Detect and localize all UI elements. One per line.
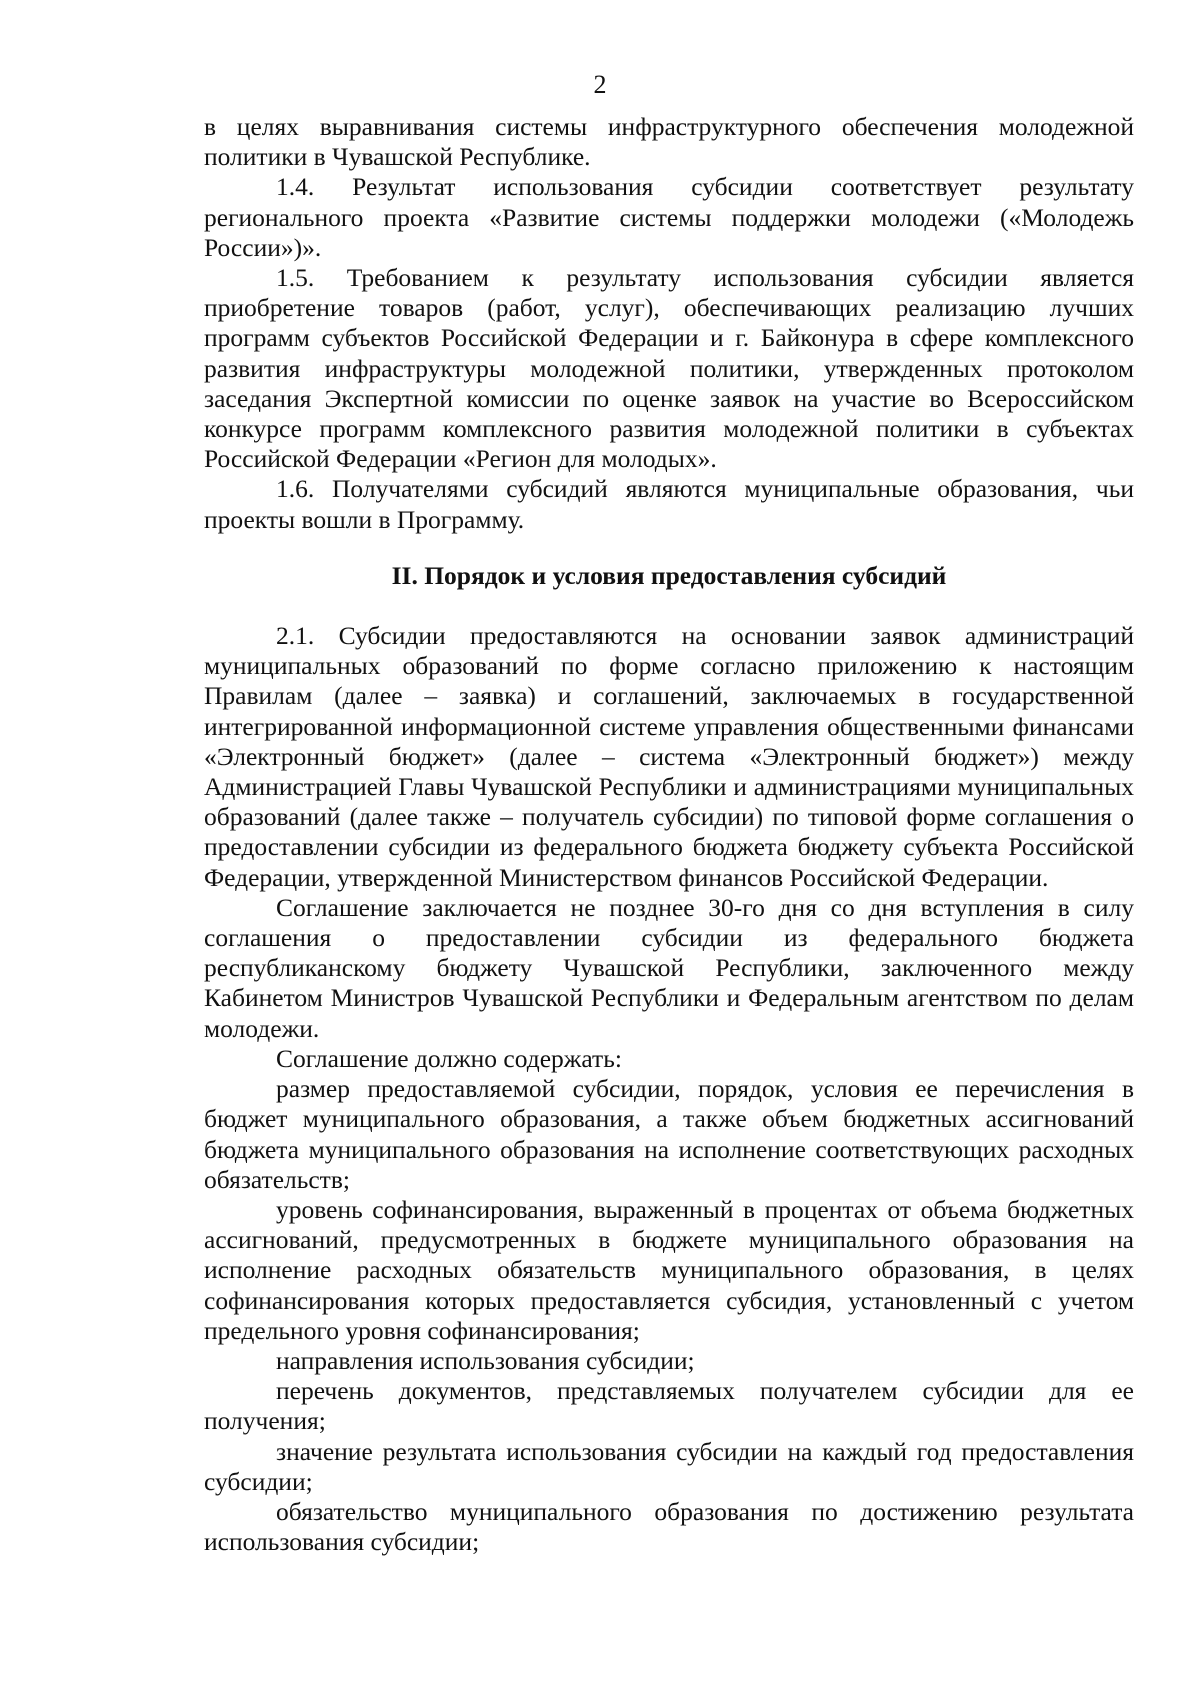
paragraph: перечень документов, представляемых получателем субсидии для ее получения; bbox=[204, 1376, 1134, 1436]
page-number: 2 bbox=[593, 70, 607, 99]
paragraph: 2.1. Субсидии предоставляются на основании заявок администраций муниципальных образований по форме согласно приложению к настоящим Правилам (далее – заявка) и соглашений, заключаемых в государственной интегрированной информационной системе управления общественными финансами «Электронный бюджет» (далее – система «Электронный бюджет») между Администрацией Главы Чувашской Республики и администрациями муниципальных образований (далее также – получатель субсидии) по типовой форме соглашения о предоставлении субсидии из федерального бюджета бюджету субъекта Российской Федерации, утвержденной Министерством финансов Российской Федерации. bbox=[204, 621, 1134, 892]
paragraph: Соглашение должно содержать: bbox=[276, 1043, 622, 1073]
paragraphs-after-section bbox=[204, 621, 1134, 1557]
paragraph: Соглашение заключается не позднее 30-го дня со дня вступления в силу соглашения о предоставлении субсидии из федерального бюджета республиканскому бюджету Чувашской Республики, заключенного между Кабинетом Министров Чувашской Республики и Федеральным агентством по делам молодежи. bbox=[204, 892, 1134, 1043]
paragraphs-before-section bbox=[204, 112, 1134, 535]
paragraph: уровень софинансирования, выраженный в процентах от объема бюджетных ассигнований, предусмотренных в бюджете муниципального образования на исполнение расходных обязательств муниципального образования, в целях софинансирования которых предоставляется субсидия, установленный с учетом предельного уровня софинансирования; bbox=[204, 1194, 1134, 1345]
section-heading: II. Порядок и условия предоставления субсидий bbox=[391, 560, 947, 590]
paragraph: 1.6. Получателями субсидий являются муниципальные образования, чьи проекты вошли в Программу. bbox=[204, 474, 1134, 534]
paragraph: обязательство муниципального образования по достижению результата использования субсидии; bbox=[204, 1496, 1134, 1557]
paragraph: размер предоставляемой субсидии, порядок, условия ее перечисления в бюджет муниципального образования, а также объем бюджетных ассигнований бюджета муниципального образования на исполнение соответствующих расходных обязательств; bbox=[204, 1074, 1134, 1194]
paragraph: 1.5. Требованием к результату использования субсидии является приобретение товаров (работ, услуг), обеспечивающих реализацию лучших программ субъектов Российской Федерации и г. Байконура в сфере комплексного развития инфраструктуры молодежной политики, утвержденных протоколом заседания Экспертной комиссии по оценке заявок на участие во Всероссийском конкурсе программ комплексного развития молодежной политики в субъектах Российской Федерации «Регион для молодых». bbox=[204, 263, 1134, 474]
paragraph: направления использования субсидии; bbox=[276, 1345, 695, 1375]
paragraph: в целях выравнивания системы инфраструктурного обеспечения молодежной политики в Чувашской Республике. bbox=[204, 112, 1134, 172]
document-body bbox=[204, 112, 1134, 1557]
paragraph: значение результата использования субсидии на каждый год предоставления субсидии; bbox=[204, 1436, 1134, 1496]
paragraph: 1.4. Результат использования субсидии соответствует результату регионального проекта «Развитие системы поддержки молодежи («Молодежь России»)». bbox=[204, 172, 1134, 262]
